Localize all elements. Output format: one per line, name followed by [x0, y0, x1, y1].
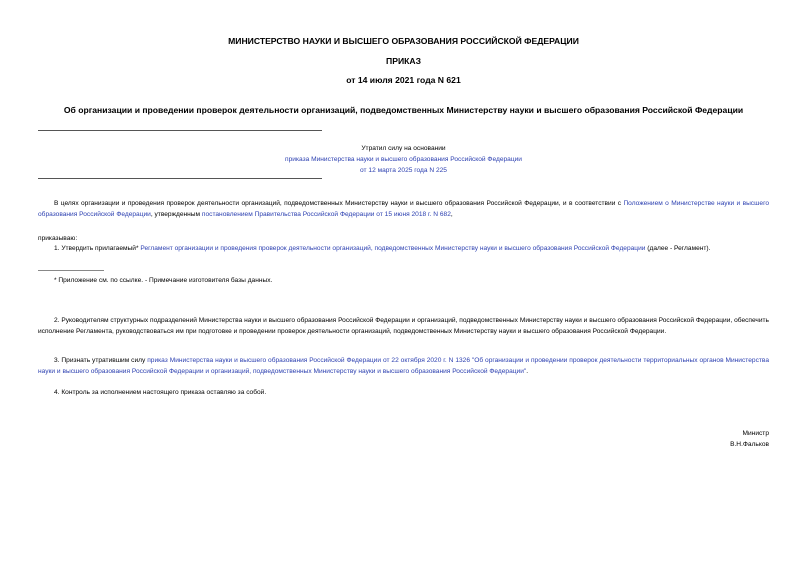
repeal-link-date[interactable]: от 12 марта 2025 года N 225 [360, 167, 447, 175]
divider-top [38, 130, 322, 131]
paragraph-1 [38, 243, 769, 254]
p1-end-text: (далее - Регламент). [645, 245, 711, 252]
footnote-divider [38, 270, 104, 271]
paragraph-4: 4. Контроль за исполнением настоящего приказа оставляю за собой. [54, 389, 267, 396]
signature-name: В.Н.Фальков [730, 441, 769, 448]
order-word: приказываю: [38, 235, 78, 242]
divider-bottom [38, 178, 322, 179]
intro-paragraph [38, 198, 769, 220]
intro-text: В целях организации и проведения проверок деятельности организаций, подведомственных Министерству науки и высшего образования Российской Федерации, и в соответствии с [54, 200, 624, 207]
doc-type: ПРИКАЗ [386, 56, 421, 66]
footnote: * Приложение см. по ссылке. - Примечание изготовителя базы данных. [54, 277, 273, 284]
date-number: от 14 июля 2021 года N 621 [346, 75, 461, 85]
intro-end-text: , [450, 211, 453, 219]
signature-title: Министр [742, 430, 769, 437]
p1-text: 1. Утвердить прилагаемый* [54, 245, 141, 252]
reglament-link[interactable]: Регламент организации и проведения проверок деятельности организаций, подведомственных Министерству науки и высшего образования Российской Федерации [140, 245, 646, 252]
status-note [150, 143, 657, 177]
ministry-title: МИНИСТЕРСТВО НАУКИ И ВЫСШЕГО ОБРАЗОВАНИЯ РОССИЙСКОЙ ФЕДЕРАЦИИ [228, 36, 579, 46]
intro-mid-text: , утвержденным [150, 211, 202, 219]
status-note-text: Утратил силу на основании [361, 145, 446, 152]
repealed-order-link[interactable]: приказ Министерства науки и высшего образования Российской Федерации от 22 октября 2020 г. N 1326 "Об организации и проведении проверок деятельности территориальных органов Министерства науки и высшего образования Российской Федерации и организаций, подведомственных Министерству науки и высшего образования Российской Федерации" [38, 357, 769, 376]
paragraph-3 [38, 355, 769, 377]
decree-link[interactable]: постановлением Правительства Российской Федерации от 15 июня 2018 г. N 682 [201, 211, 451, 219]
repeal-link[interactable]: приказа Министерства науки и высшего образования Российской Федерации [285, 156, 522, 164]
p3-end-text: . [526, 368, 529, 376]
p3-text: 3. Признать утратившим силу [54, 357, 148, 364]
doc-subject: Об организации и проведении проверок деятельности организаций, подведомственных Министерству науки и высшего образования Российской Федерации [63, 105, 744, 115]
paragraph-2: 2. Руководителям структурных подразделений Министерства науки и высшего образования Российской Федерации и организаций, подведомственных Министерству науки и высшего образования Российской Федерации, обеспечить исполнение Регламента, руководствоваться им при подготовке и проведении проверок деятельности организаций, подведомственных Министерству науки и высшего образования Российской Федерации. [38, 317, 769, 336]
regulation-link[interactable]: Положением о Министерстве науки и высшего образования Российской Федерации [38, 200, 769, 219]
